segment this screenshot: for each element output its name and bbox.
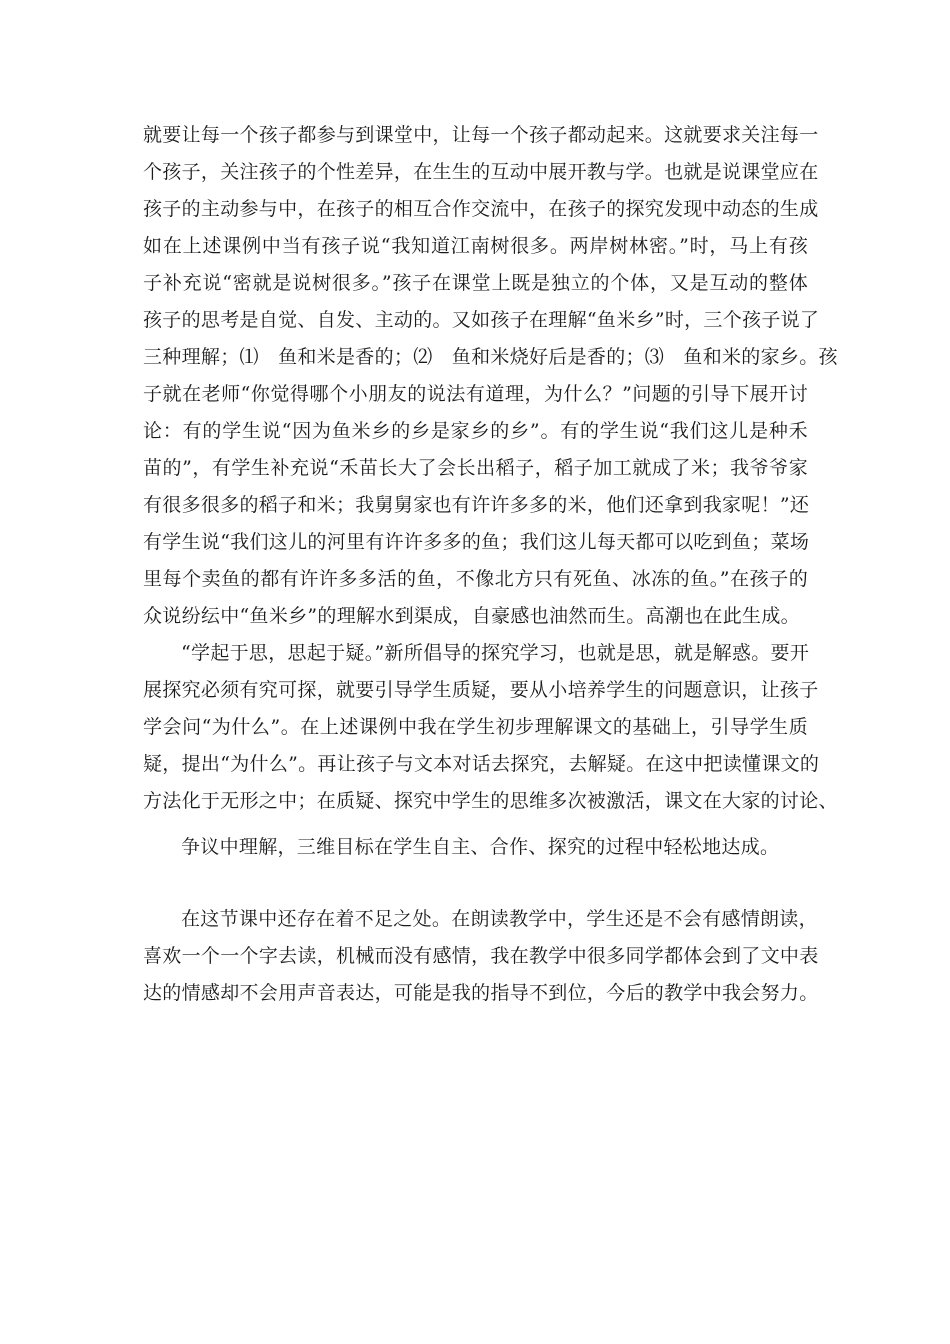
text-line: 子补充说“密就是说树很多。”孩子在课堂上既是独立的个体，又是互动的整体 [143,272,808,294]
text-line: 达的情感却不会用声音表达，可能是我的指导不到位，今后的教学中我会努力。 [143,982,819,1004]
text-line: 学会问“为什么”。在上述课例中我在学生初步理解课文的基础上，引导学生质 [143,716,808,738]
text-line: 有学生说“我们这儿的河里有许许多多的鱼；我们这儿每天都可以吃到鱼；菜场 [143,531,810,553]
text-line: 孩子的思考是自觉、自发、主动的。又如孩子在理解“鱼米乡”时，三个孩子说了 [143,309,820,331]
text-line: “学起于思，思起于疑。”新所倡导的探究学习，也就是思，就是解惑。要开 [181,642,810,664]
text-line: 子就在老师“你觉得哪个小朋友的说法有道理，为什么？”问题的引导下展开讨 [143,383,808,405]
text-line: 孩子的主动参与中，在孩子的相互合作交流中，在孩子的探究发现中动态的生成 [143,198,819,220]
text-line: 里每个卖鱼的都有许许多多活的鱼，不像北方只有死鱼、冰冻的鱼。”在孩子的 [143,568,808,590]
text-line: 苗的”，有学生补充说“禾苗长大了会长出稻子，稻子加工就成了米；我爷爷家 [143,457,808,479]
text-line: 在这节课中还存在着不足之处。在朗读教学中，学生还是不会有感情朗读， [181,908,818,930]
text-line: 众说纷纭中“鱼米乡”的理解水到渠成，自豪感也油然而生。高潮也在此生成。 [143,605,800,627]
text-line: 论：有的学生说“因为鱼米乡的乡是家乡的乡”。有的学生说“我们这儿是种禾 [143,420,808,442]
text-line: 个孩子，关注孩子的个性差异，在生生的互动中展开教与学。也就是说课堂应在 [143,161,819,183]
text-line: 有很多很多的稻子和米；我舅舅家也有许许多多的米，他们还拿到我家呢！”还 [143,494,810,516]
text-line: 疑，提出“为什么”。再让孩子与文本对话去探究，去解疑。在这中把读懂课文的 [143,753,820,775]
text-line: 就要让每一个孩子都参与到课堂中，让每一个孩子都动起来。这就要求关注每一 [143,124,819,146]
text-line: 展探究必须有究可探，就要引导学生质疑，要从小培养学生的问题意识，让孩子 [143,679,819,701]
text-line: 三种理解；⑴ 鱼和米是香的；⑵ 鱼和米烧好后是香的；⑶ 鱼和米的家乡。孩 [143,346,838,368]
text-line: 争议中理解，三维目标在学生自主、合作、探究的过程中轻松地达成。 [181,836,780,858]
text-line: 方法化于无形之中；在质疑、探究中学生的思维多次被激活，课文在大家的讨论、 [143,790,838,812]
text-line: 喜欢一个一个字去读，机械而没有感情，我在教学中很多同学都体会到了文中表 [143,945,819,967]
text-line: 如在上述课例中当有孩子说“我知道江南树很多。两岸树林密。”时，马上有孩 [143,235,808,257]
